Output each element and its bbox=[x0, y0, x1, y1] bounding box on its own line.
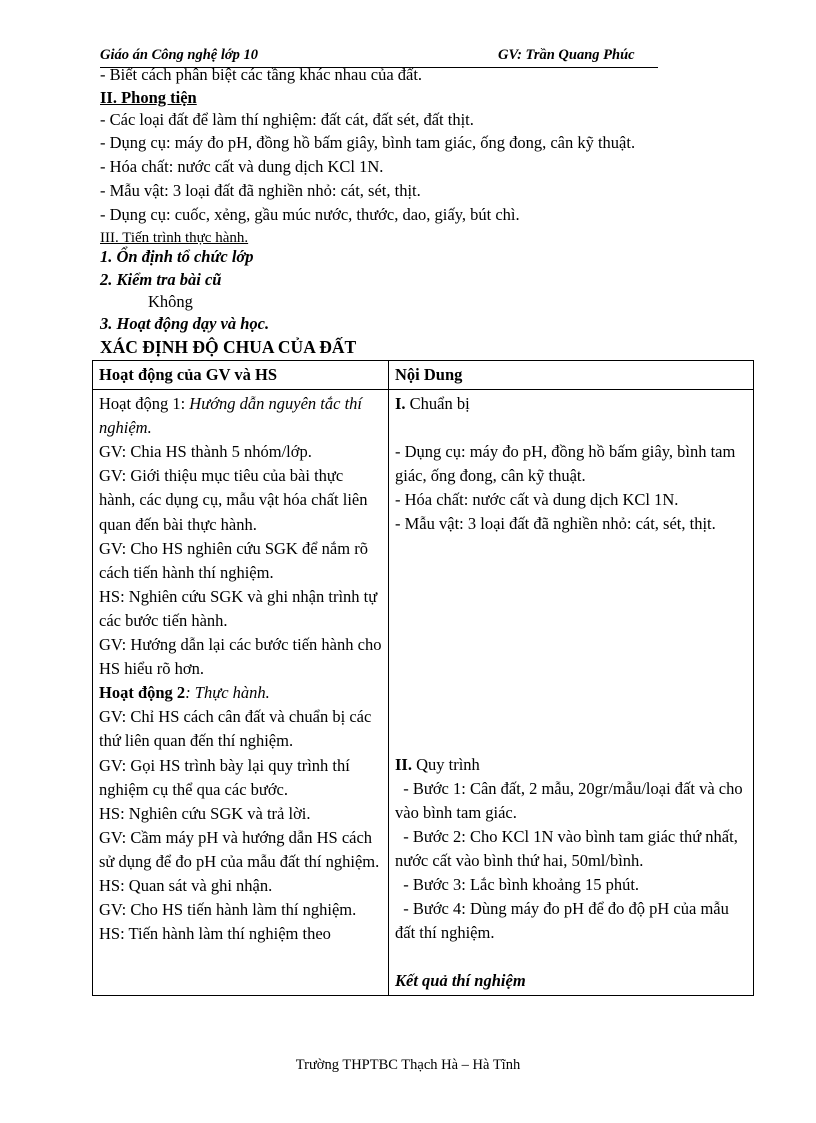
step3-heading: 3. Hoạt động dạy và học. bbox=[100, 314, 270, 333]
activity1-line: GV: Giới thiệu mục tiêu của bài thực hành, các dụng cụ, mẫu vật hóa chất liên quan đến bài thực hành. bbox=[99, 466, 368, 534]
step2-heading: 2. Kiểm tra bài cũ bbox=[100, 270, 222, 289]
intro-line: - Biết cách phân biệt các tầng khác nhau của đất. bbox=[100, 65, 423, 84]
activity1-title: Hướng dẫn nguyên tắc thí nghiệm. bbox=[99, 394, 362, 438]
prep-heading bbox=[395, 392, 747, 416]
col-right-header: Nội Dung bbox=[389, 361, 754, 390]
section2-item-5: - Dụng cụ: cuốc, xẻng, gầu múc nước, thước, dao, giấy, bút chì. bbox=[100, 205, 520, 224]
section2-item-4: - Mẫu vật: 3 loại đất đã nghiền nhỏ: cát, sét, thịt. bbox=[100, 181, 421, 200]
activity2-line: HS: Nghiên cứu SGK và trả lời. bbox=[99, 803, 311, 823]
prep-line: - Hóa chất: nước cất và dung dịch KCl 1N. bbox=[395, 490, 679, 510]
procedure-heading bbox=[395, 753, 747, 777]
activity1-label: Hoạt động 1: bbox=[99, 394, 190, 414]
procedure-line: - Bước 3: Lắc bình khoảng 15 phút. bbox=[395, 875, 640, 895]
page-footer: Trường THPTBC Thạch Hà – Hà Tĩnh bbox=[295, 1057, 521, 1073]
activity2-line: GV: Gọi HS trình bày lại quy trình thí nghiệm cụ thể qua các bước. bbox=[99, 755, 350, 799]
prep-title: Chuẩn bị bbox=[409, 394, 470, 414]
procedure-line: - Bước 2: Cho KCl 1N vào bình tam giác thứ nhất, nước cất vào bình thứ hai, 50ml/bình. bbox=[395, 826, 742, 870]
spacer bbox=[395, 416, 747, 440]
section2-heading: II. Phong tiện bbox=[100, 88, 197, 107]
spacer bbox=[395, 945, 747, 969]
table-header-row bbox=[93, 361, 754, 390]
procedure-line: - Bước 4: Dùng máy đo pH để đo độ pH của mẫu đất thí nghiệm. bbox=[395, 899, 733, 943]
activity1-line: GV: Hướng dẫn lại các bước tiến hành cho HS hiểu rõ hơn. bbox=[99, 635, 382, 679]
step1-heading: 1. Ổn định tổ chức lớp bbox=[100, 247, 254, 266]
procedure-line: - Bước 1: Cân đất, 2 mẫu, 20gr/mẫu/loại đất và cho vào bình tam giác. bbox=[395, 778, 747, 822]
activity2-title: : Thực hành. bbox=[185, 683, 270, 703]
section2-item-3: - Hóa chất: nước cất và dung dịch KCl 1N. bbox=[100, 157, 384, 176]
activities-cell bbox=[93, 390, 389, 996]
activity2-line: HS: Tiến hành làm thí nghiệm theo bbox=[99, 924, 331, 944]
prep-line: - Mẫu vật: 3 loại đất đã nghiền nhỏ: cát, sét, thịt. bbox=[395, 514, 716, 534]
activity2-heading bbox=[99, 681, 382, 705]
activity2-label: Hoạt động 2 bbox=[99, 683, 186, 703]
activity1-line: GV: Cho HS nghiên cứu SGK để nắm rõ cách tiến hành thí nghiệm. bbox=[99, 538, 368, 582]
activity2-line: GV: Chỉ HS cách cân đất và chuẩn bị các thứ liên quan đến thí nghiệm. bbox=[99, 707, 372, 751]
procedure-title: Quy trình bbox=[416, 754, 480, 774]
header-teacher: GV: Trần Quang Phúc bbox=[498, 47, 635, 63]
step2-content: Không bbox=[148, 292, 193, 311]
activity2-line: HS: Quan sát và ghi nhận. bbox=[99, 875, 273, 895]
lesson-title: XÁC ĐỊNH ĐỘ CHUA CỦA ĐẤT bbox=[100, 337, 357, 357]
prep-number: I. bbox=[395, 394, 410, 414]
activity1-heading bbox=[99, 392, 382, 440]
section2-item-1: - Các loại đất để làm thí nghiệm: đất cát, đất sét, đất thịt. bbox=[100, 110, 474, 129]
spacer bbox=[395, 537, 747, 753]
activity2-line: GV: Cầm máy pH và hướng dẫn HS cách sử dụng để đo pH của mẫu đất thí nghiệm. bbox=[99, 827, 380, 871]
prep-line: - Dụng cụ: máy đo pH, đồng hồ bấm giây, bình tam giác, ống đong, cân kỹ thuật. bbox=[395, 442, 736, 486]
activity2-line: GV: Cho HS tiến hành làm thí nghiệm. bbox=[99, 900, 357, 920]
activity1-line: GV: Chia HS thành 5 nhóm/lớp. bbox=[99, 442, 312, 462]
col-left-header: Hoạt động của GV và HS bbox=[93, 361, 389, 390]
section2-item-2: - Dụng cụ: máy đo pH, đồng hồ bấm giây, bình tam giác, ống đong, cân kỹ thuật. bbox=[100, 133, 636, 152]
procedure-number: II. bbox=[395, 754, 417, 774]
table-body-row bbox=[93, 390, 754, 996]
activity1-line: HS: Nghiên cứu SGK và ghi nhận trình tự các bước tiến hành. bbox=[99, 586, 378, 630]
header-subject: Giáo án Công nghệ lớp 10 bbox=[100, 47, 259, 63]
lesson-table bbox=[92, 360, 754, 996]
result-heading: Kết quả thí nghiệm bbox=[395, 971, 526, 991]
content-cell bbox=[389, 390, 754, 996]
section3-heading: III. Tiến trình thực hành. bbox=[100, 230, 249, 246]
